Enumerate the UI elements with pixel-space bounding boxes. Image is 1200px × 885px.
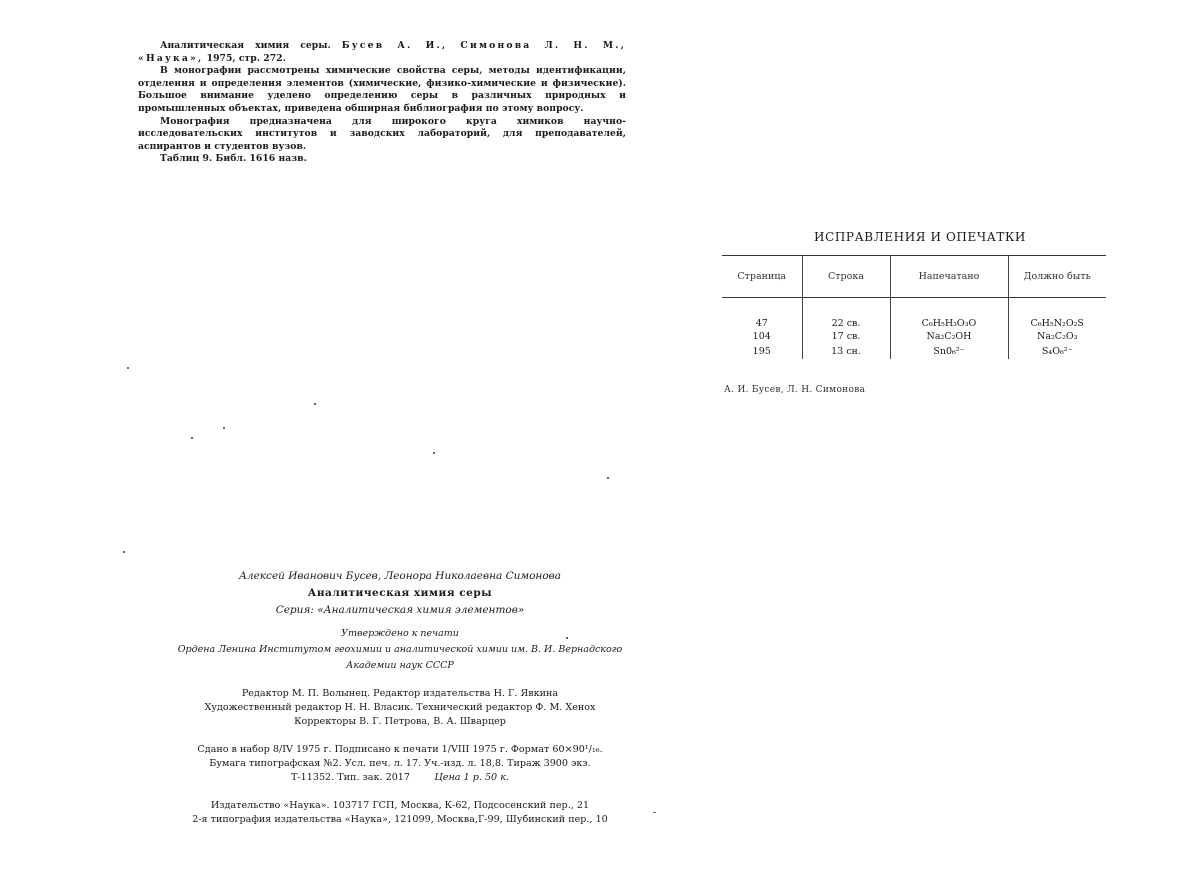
- errata-cell-page: 104: [752, 331, 771, 342]
- scan-speck: [566, 637, 568, 639]
- colophon-print-line-1: Сдано в набор 8/IV 1975 г. Подписано к печати 1/VIII 1975 г. Формат 60×90¹/₁₆.: [197, 744, 603, 755]
- errata-cell-line: 17 св.: [802, 329, 890, 344]
- scan-speck: [607, 477, 609, 479]
- errata-cell-line: 13 сн.: [802, 344, 890, 359]
- colophon-print-line-3: [150, 771, 650, 784]
- colophon-art-editor-line: Художественный редактор Н. Н. Власик. Технический редактор Ф. М. Хенох: [204, 702, 596, 713]
- scan-speck: [191, 437, 193, 439]
- bibliographic-authors: Бусев А. И., Симонова Л. Н. М., «Наука»,: [138, 40, 626, 64]
- abstract-paragraph-2: Монография предназначена для широкого круга химиков научно-исследовательских институтов и заводских лабораторий, для преподавателей, аспирантов и студентов вузов.: [138, 115, 626, 152]
- colophon-title: Аналитическая химия серы: [307, 587, 493, 599]
- colophon-series: Серия: «Аналитическая химия элементов»: [275, 604, 525, 616]
- errata-cell-printed: Na₂C₂OH: [890, 329, 1008, 344]
- errata-header-page: Страница: [722, 256, 802, 298]
- errata-cell-should-be: S₄O₆²⁻: [1008, 344, 1106, 359]
- table-row: [722, 298, 1106, 330]
- colophon-proofreaders-line: Корректоры В. Г. Петрова, В. А. Шварцер: [294, 716, 506, 727]
- colophon-typography-line: 2-я типография издательства «Наука», 121099, Москва,Г-99, Шубинский пер., 10: [192, 814, 608, 825]
- errata-header-row: [722, 256, 1106, 298]
- table-row: [722, 344, 1106, 359]
- scan-speck: [123, 551, 125, 553]
- bibliographic-year-pages: 1975, стр. 272.: [206, 52, 286, 64]
- abstract: [138, 40, 626, 166]
- tables-note: Таблиц 9. Библ. 1616 назв.: [160, 153, 307, 165]
- bibliographic-entry: [138, 40, 626, 65]
- errata-table: [722, 255, 1106, 359]
- abstract-paragraph-1: В монографии рассмотрены химические свойства серы, методы идентификации, отделения и определения элементов (химические, физико-химические и физические). Большое внимание уделено определению серы в различных природных и промышленных объектах, приведена обширная библиография по этому вопросу.: [138, 65, 626, 114]
- table-row: [722, 329, 1106, 344]
- errata-title: ИСПРАВЛЕНИЯ И ОПЕЧАТКИ: [814, 230, 1026, 244]
- errata-header-should-be: Должно быть: [1008, 256, 1106, 298]
- errata-cell-line: 22 св.: [802, 298, 890, 330]
- errata-signature: А. И. Бусев, Л. Н. Симонова: [724, 385, 866, 395]
- colophon: [150, 570, 650, 826]
- errata-cell-page: 195: [752, 346, 771, 357]
- errata-cell-printed: C₆H₅H₃O₃O: [890, 298, 1008, 330]
- colophon-academy: Академии наук СССР: [346, 660, 454, 671]
- scan-speck: [314, 403, 316, 405]
- colophon-editor-line: Редактор М. П. Волынец. Редактор издательства Н. Г. Явкина: [241, 688, 559, 699]
- scan-speck: [127, 367, 129, 369]
- scan-speck: [433, 452, 435, 454]
- bibliographic-title: Аналитическая химия серы.: [160, 40, 331, 51]
- colophon-approved: Утверждено к печати: [341, 628, 459, 639]
- errata-cell-should-be: Na₂C₂O₃: [1008, 329, 1106, 344]
- errata-header-printed: Напечатано: [890, 256, 1008, 298]
- colophon-order-code: Т-11352. Тип. зак. 2017: [291, 772, 411, 783]
- colophon-organization: Ордена Ленина Институтом геохимии и аналитической химии им. В. И. Вернадского: [177, 644, 623, 655]
- scan-speck: [223, 427, 225, 429]
- right-page: [640, 0, 1200, 885]
- errata-cell-should-be: C₆H₅N₂O₂S: [1008, 298, 1106, 330]
- colophon-authors: Алексей Иванович Бусев, Леонора Николаевна Симонова: [238, 570, 562, 582]
- errata-cell-printed: Sn0₆²⁻: [890, 344, 1008, 359]
- errata-header-line: Строка: [802, 256, 890, 298]
- colophon-print-line-2: Бумага типографская №2. Усл. печ. л. 17. Уч.-изд. л. 18,8. Тираж 3900 экз.: [209, 758, 591, 769]
- colophon-publisher-line: Издательство «Наука». 103717 ГСП, Москва, К-62, Подсосенский пер., 21: [210, 800, 590, 811]
- colophon-price: Цена 1 р. 50 к.: [434, 772, 509, 783]
- errata-cell-page: 47: [755, 318, 768, 329]
